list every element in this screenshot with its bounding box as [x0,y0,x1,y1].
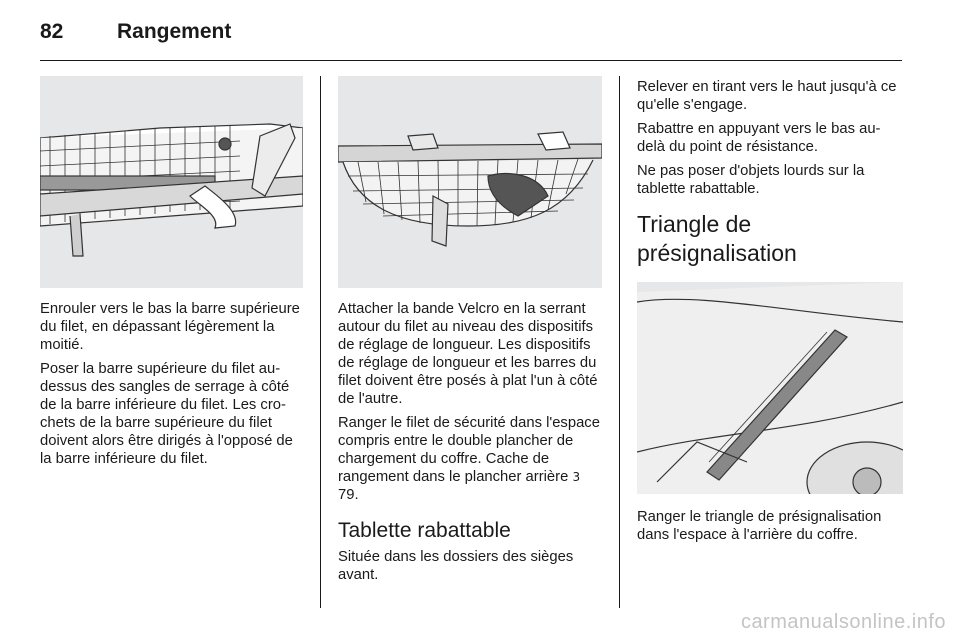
paragraph-with-reference [338,414,602,504]
column-3 [637,78,903,550]
caption: Ranger le triangle de présignalisation dans l'espace à l'arrière du coffre. [637,509,882,543]
paragraph: Rabattre en appuyant vers le bas au-delà du point de résistance. [637,121,881,155]
column-divider-1 [320,76,321,608]
page-header [40,18,902,58]
paragraph-text: Ranger le filet de sécurité dans l'espace compris entre le double plancher de chargement du coffre. Cache de rangement dans le plancher arrière [338,415,600,485]
column-divider-2 [619,76,620,608]
paragraph: Située dans les dossiers des sièges avant. [338,549,574,583]
column-1 [40,76,303,474]
illustration-velcro-strap [338,76,602,288]
arrow-ref-icon: 3 [572,470,581,484]
section-heading: Triangle de présignalisation [637,211,797,266]
warning-triangle-drawing [637,282,903,494]
reference-page: 79. [338,487,359,503]
paragraph: Attacher la bande Velcro en la serrant autour du filet au niveau des dispositifs de réglage de longueur. Les dispositifs de réglage de longueur et les barres du filet doivent être posés à plat l'un à côté de l'autre. [338,301,598,407]
page-title: Rangement [117,20,232,43]
paragraph: Relever en tirant vers le haut jusqu'à ce qu'elle s'engage. [637,79,897,113]
header-rule [40,60,902,61]
page-number: 82 [40,20,64,43]
paragraph: Poser la barre supérieure du filet au-dessus des sangles de serrage à côté de la barre inférieure du filet. Les crochets de la barre supérieure du filet doivent alors être dirigés à l'opposé de la barre inférieure du filet. [40,361,293,467]
paragraph: Enrouler vers le bas la barre supérieure du filet, en dépassant légèrement la moitié. [40,301,300,353]
illustration-net-rolling [40,76,303,288]
section-heading: Tablette rabattable [338,519,511,542]
watermark: carmanualsonline.info [740,611,946,633]
velcro-strap-drawing [338,76,602,288]
illustration-warning-triangle [637,282,903,494]
column-2 [338,76,602,590]
paragraph: Ne pas poser d'objets lourds sur la tablette rabattable. [637,163,865,197]
net-rolling-drawing [40,76,303,288]
